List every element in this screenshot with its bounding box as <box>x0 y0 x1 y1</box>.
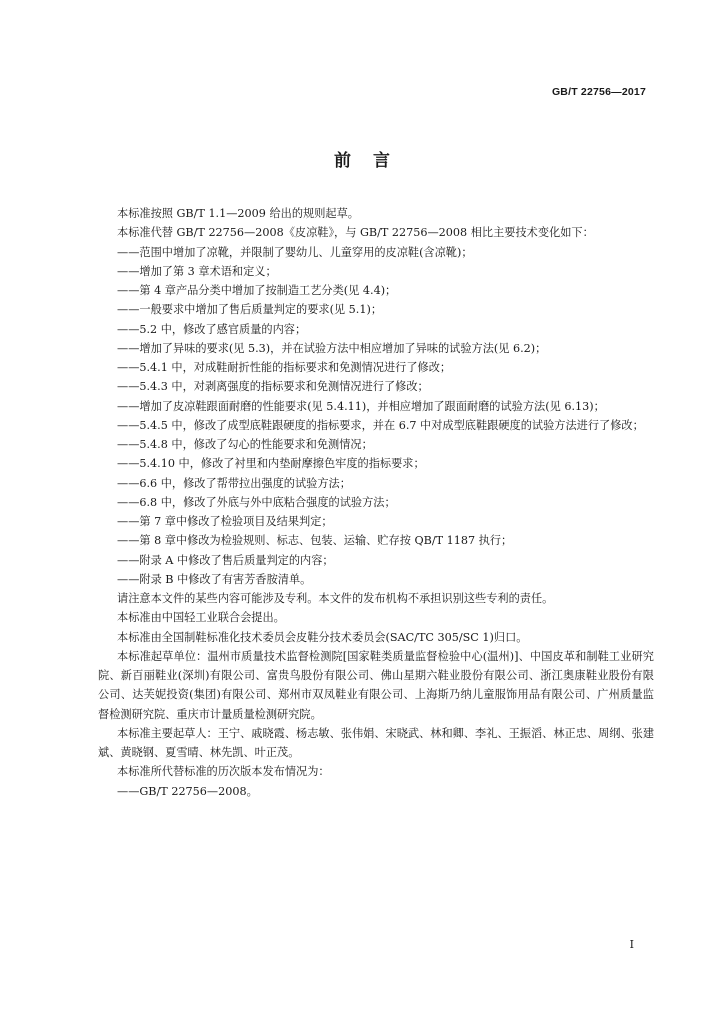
history-item: ——GB/T 22756—2008。 <box>117 784 258 798</box>
foreword-body <box>98 204 654 801</box>
page-title: 前言 <box>334 151 412 171</box>
paragraph-drafting-rules: 本标准按照 GB/T 1.1—2009 给出的规则起草。 <box>117 207 359 220</box>
list-item: ——5.4.3 中，对剥离强度的指标要求和免测情况进行了修改； <box>117 380 429 394</box>
list-item: ——附录 A 中修改了售后质量判定的内容； <box>117 553 334 567</box>
list-item: ——增加了皮凉鞋跟面耐磨的性能要求(见 5.4.11)，并相应增加了跟面耐磨的试验方法(见 6.13)； <box>117 399 605 413</box>
list-item: ——附录 B 中修改了有害芳香胺清单。 <box>117 572 312 586</box>
paragraph-administered-by: 本标准由全国制鞋标准化技术委员会皮鞋分技术委员会(SAC/TC 305/SC 1)归口。 <box>117 630 528 644</box>
list-item: ——5.4.1 中，对成鞋耐折性能的指标要求和免测情况进行了修改； <box>117 361 452 374</box>
list-item: ——第 4 章产品分类中增加了按制造工艺分类(见 4.4)； <box>117 284 397 297</box>
list-item: ——5.4.8 中，修改了勾心的性能要求和免测情况； <box>117 438 373 451</box>
list-item: ——6.8 中，修改了外底与外中底粘合强度的试验方法； <box>117 495 396 509</box>
list-item: ——范围中增加了凉靴，并限制了婴幼儿、儿童穿用的皮凉鞋(含凉靴)； <box>117 245 473 259</box>
paragraph-patent-notice: 请注意本文件的某些内容可能涉及专利。本文件的发布机构不承担识别这些专利的责任。 <box>117 592 554 605</box>
list-item: ——第 8 章中修改为检验规则、标志、包装、运输、贮存按 QB/T 1187 执行； <box>117 534 513 548</box>
list-item: ——一般要求中增加了售后质量判定的要求(见 5.1)； <box>117 303 383 317</box>
page-number: I <box>629 938 634 951</box>
changes-list <box>98 243 654 590</box>
paragraph-replacement: 本标准代替 GB/T 22756—2008《皮凉鞋》，与 GB/T 22756—2008 相比主要技术变化如下： <box>117 226 594 240</box>
list-item: ——增加了异味的要求(见 5.3)，并在试验方法中相应增加了异味的试验方法(见 6.2)； <box>117 341 547 355</box>
list-item: ——第 7 章中修改了检验项目及结果判定； <box>117 515 333 528</box>
paragraph-drafting-units: 本标准起草单位：温州市质量技术监督检测院[国家鞋类质量监督检验中心(温州)]、中国皮革和制鞋工业研究院、新百丽鞋业(深圳)有限公司、富贵鸟股份有限公司、佛山星期六鞋业股份有限公司、浙江奥康鞋业股份有限公司、达芙妮投资(集团)有限公司、郑州市双凤鞋业有限公司、上海斯乃纳儿童服饰用品有限公司、广州质量监督检测研究院、重庆市计量质量检测研究院。 <box>98 649 654 721</box>
list-item: ——5.4.5 中，修改了成型底鞋跟硬度的指标要求，并在 6.7 中对成型底鞋跟硬度的试验方法进行了修改； <box>117 418 644 432</box>
list-item: ——5.2 中，修改了感官质量的内容； <box>117 322 307 336</box>
paragraph-proposed-by: 本标准由中国轻工业联合会提出。 <box>117 611 285 625</box>
list-item: ——6.6 中，修改了帮带拉出强度的试验方法； <box>117 476 351 490</box>
list-item: ——增加了第 3 章术语和定义； <box>117 264 277 278</box>
paragraph-history-intro: 本标准所代替标准的历次版本发布情况为： <box>117 765 330 779</box>
paragraph-drafters: 本标准主要起草人：王宁、戚晓霞、杨志敏、张伟娟、宋晓武、林和卿、李礼、王振滔、林正忠、周纲、张建斌、黄晓钢、夏雪晴、林先凯、叶正茂。 <box>98 726 655 759</box>
list-item: ——5.4.10 中，修改了衬里和内垫耐摩擦色牢度的指标要求； <box>117 457 425 471</box>
standard-code: GB/T 22756—2017 <box>551 86 646 98</box>
